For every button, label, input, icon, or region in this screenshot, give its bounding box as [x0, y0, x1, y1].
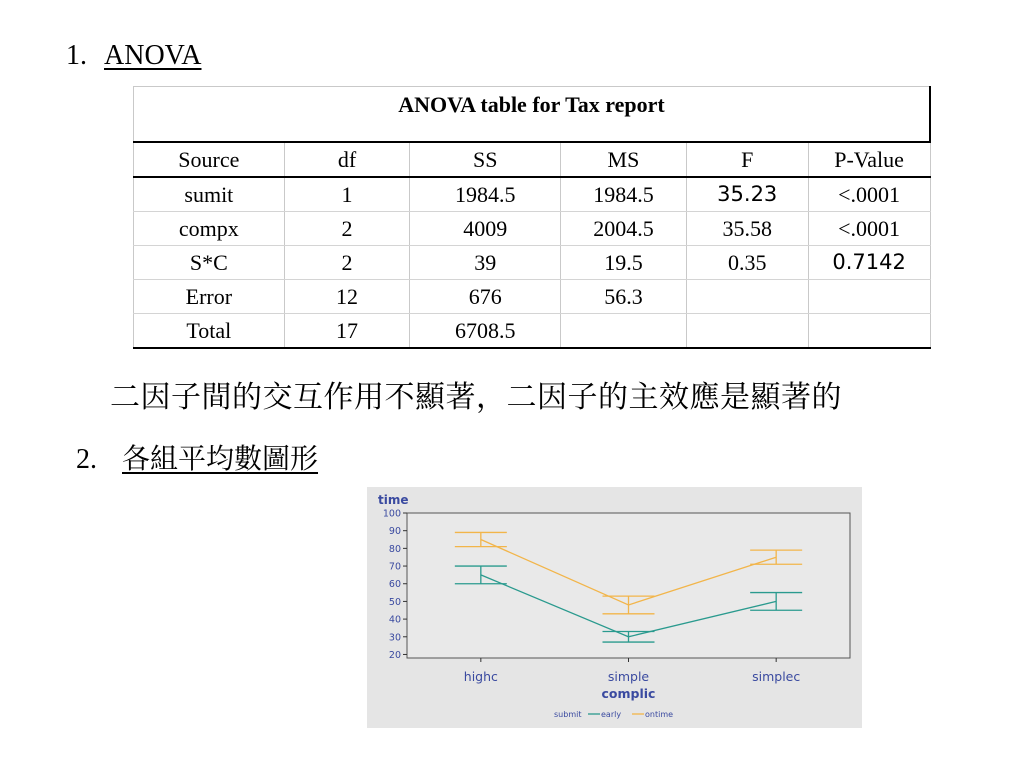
table-cell: <.0001 [808, 212, 930, 246]
table-cell: 19.5 [561, 246, 687, 280]
table-cell: 17 [284, 314, 410, 349]
y-tick-label: 50 [388, 596, 401, 608]
y-tick-label: 80 [388, 543, 401, 555]
table-header-row [134, 142, 931, 177]
table-cell: 1984.5 [561, 177, 687, 212]
column-header: F [686, 142, 808, 177]
chart-title: time [378, 493, 409, 507]
column-header: df [284, 142, 410, 177]
table-cell: 35.23 [686, 177, 808, 212]
x-tick-label: highc [463, 669, 498, 684]
table-cell: 4009 [410, 212, 561, 246]
column-header: P-Value [808, 142, 930, 177]
table-cell: 6708.5 [410, 314, 561, 349]
column-header: Source [134, 142, 285, 177]
section-title: 各組平均數圖形 [122, 444, 319, 475]
table-title: ANOVA table for Tax report [134, 87, 931, 143]
table-cell [808, 280, 930, 314]
anova-table [133, 86, 931, 349]
table-cell: 676 [410, 280, 561, 314]
section-2-heading [76, 444, 318, 476]
x-axis-label: complic [601, 686, 656, 701]
table-row [134, 280, 931, 314]
y-tick-label: 20 [388, 649, 401, 661]
table-cell: 2004.5 [561, 212, 687, 246]
x-tick-label: simplec [752, 669, 801, 684]
table-cell: compx [134, 212, 285, 246]
table-cell [686, 280, 808, 314]
legend-label-ontime: ontime [645, 710, 674, 719]
table-cell: 56.3 [561, 280, 687, 314]
table-cell: 12 [284, 280, 410, 314]
section-title: ANOVA [104, 40, 202, 71]
y-tick-label: 30 [388, 632, 401, 644]
table-row [134, 212, 931, 246]
table-cell: S*C [134, 246, 285, 280]
table-cell: 0.7142 [808, 246, 930, 280]
table-cell: Total [134, 314, 285, 349]
table-cell: 1 [284, 177, 410, 212]
y-tick-label: 90 [388, 526, 401, 538]
y-tick-label: 40 [388, 614, 401, 626]
table-cell: 2 [284, 246, 410, 280]
table-title-row [134, 87, 931, 143]
y-tick-label: 100 [382, 508, 401, 520]
table-row [134, 246, 931, 280]
table-cell: 0.35 [686, 246, 808, 280]
table-cell: 1984.5 [410, 177, 561, 212]
conclusion-text: 二因子間的交互作用不顯著，二因子的主效應是顯著的 [110, 380, 842, 415]
table-cell [561, 314, 687, 349]
legend-title: submit [554, 710, 582, 719]
column-header: MS [561, 142, 687, 177]
means-plot [367, 487, 862, 728]
y-tick-label: 60 [388, 579, 401, 591]
table-cell: Error [134, 280, 285, 314]
table-cell: 2 [284, 212, 410, 246]
chart-svg [367, 487, 862, 728]
section-number: 2. [76, 444, 97, 475]
y-tick-label: 70 [388, 561, 401, 573]
table-row [134, 314, 931, 349]
table-cell: <.0001 [808, 177, 930, 212]
section-number: 1. [66, 40, 87, 71]
section-1-heading [66, 40, 202, 72]
table-cell: 35.58 [686, 212, 808, 246]
legend-label-early: early [601, 710, 622, 719]
x-tick-label: simple [607, 669, 650, 684]
table-cell [808, 314, 930, 349]
table-cell: 39 [410, 246, 561, 280]
table-cell [686, 314, 808, 349]
column-header: SS [410, 142, 561, 177]
table-row [134, 177, 931, 212]
table-cell: sumit [134, 177, 285, 212]
